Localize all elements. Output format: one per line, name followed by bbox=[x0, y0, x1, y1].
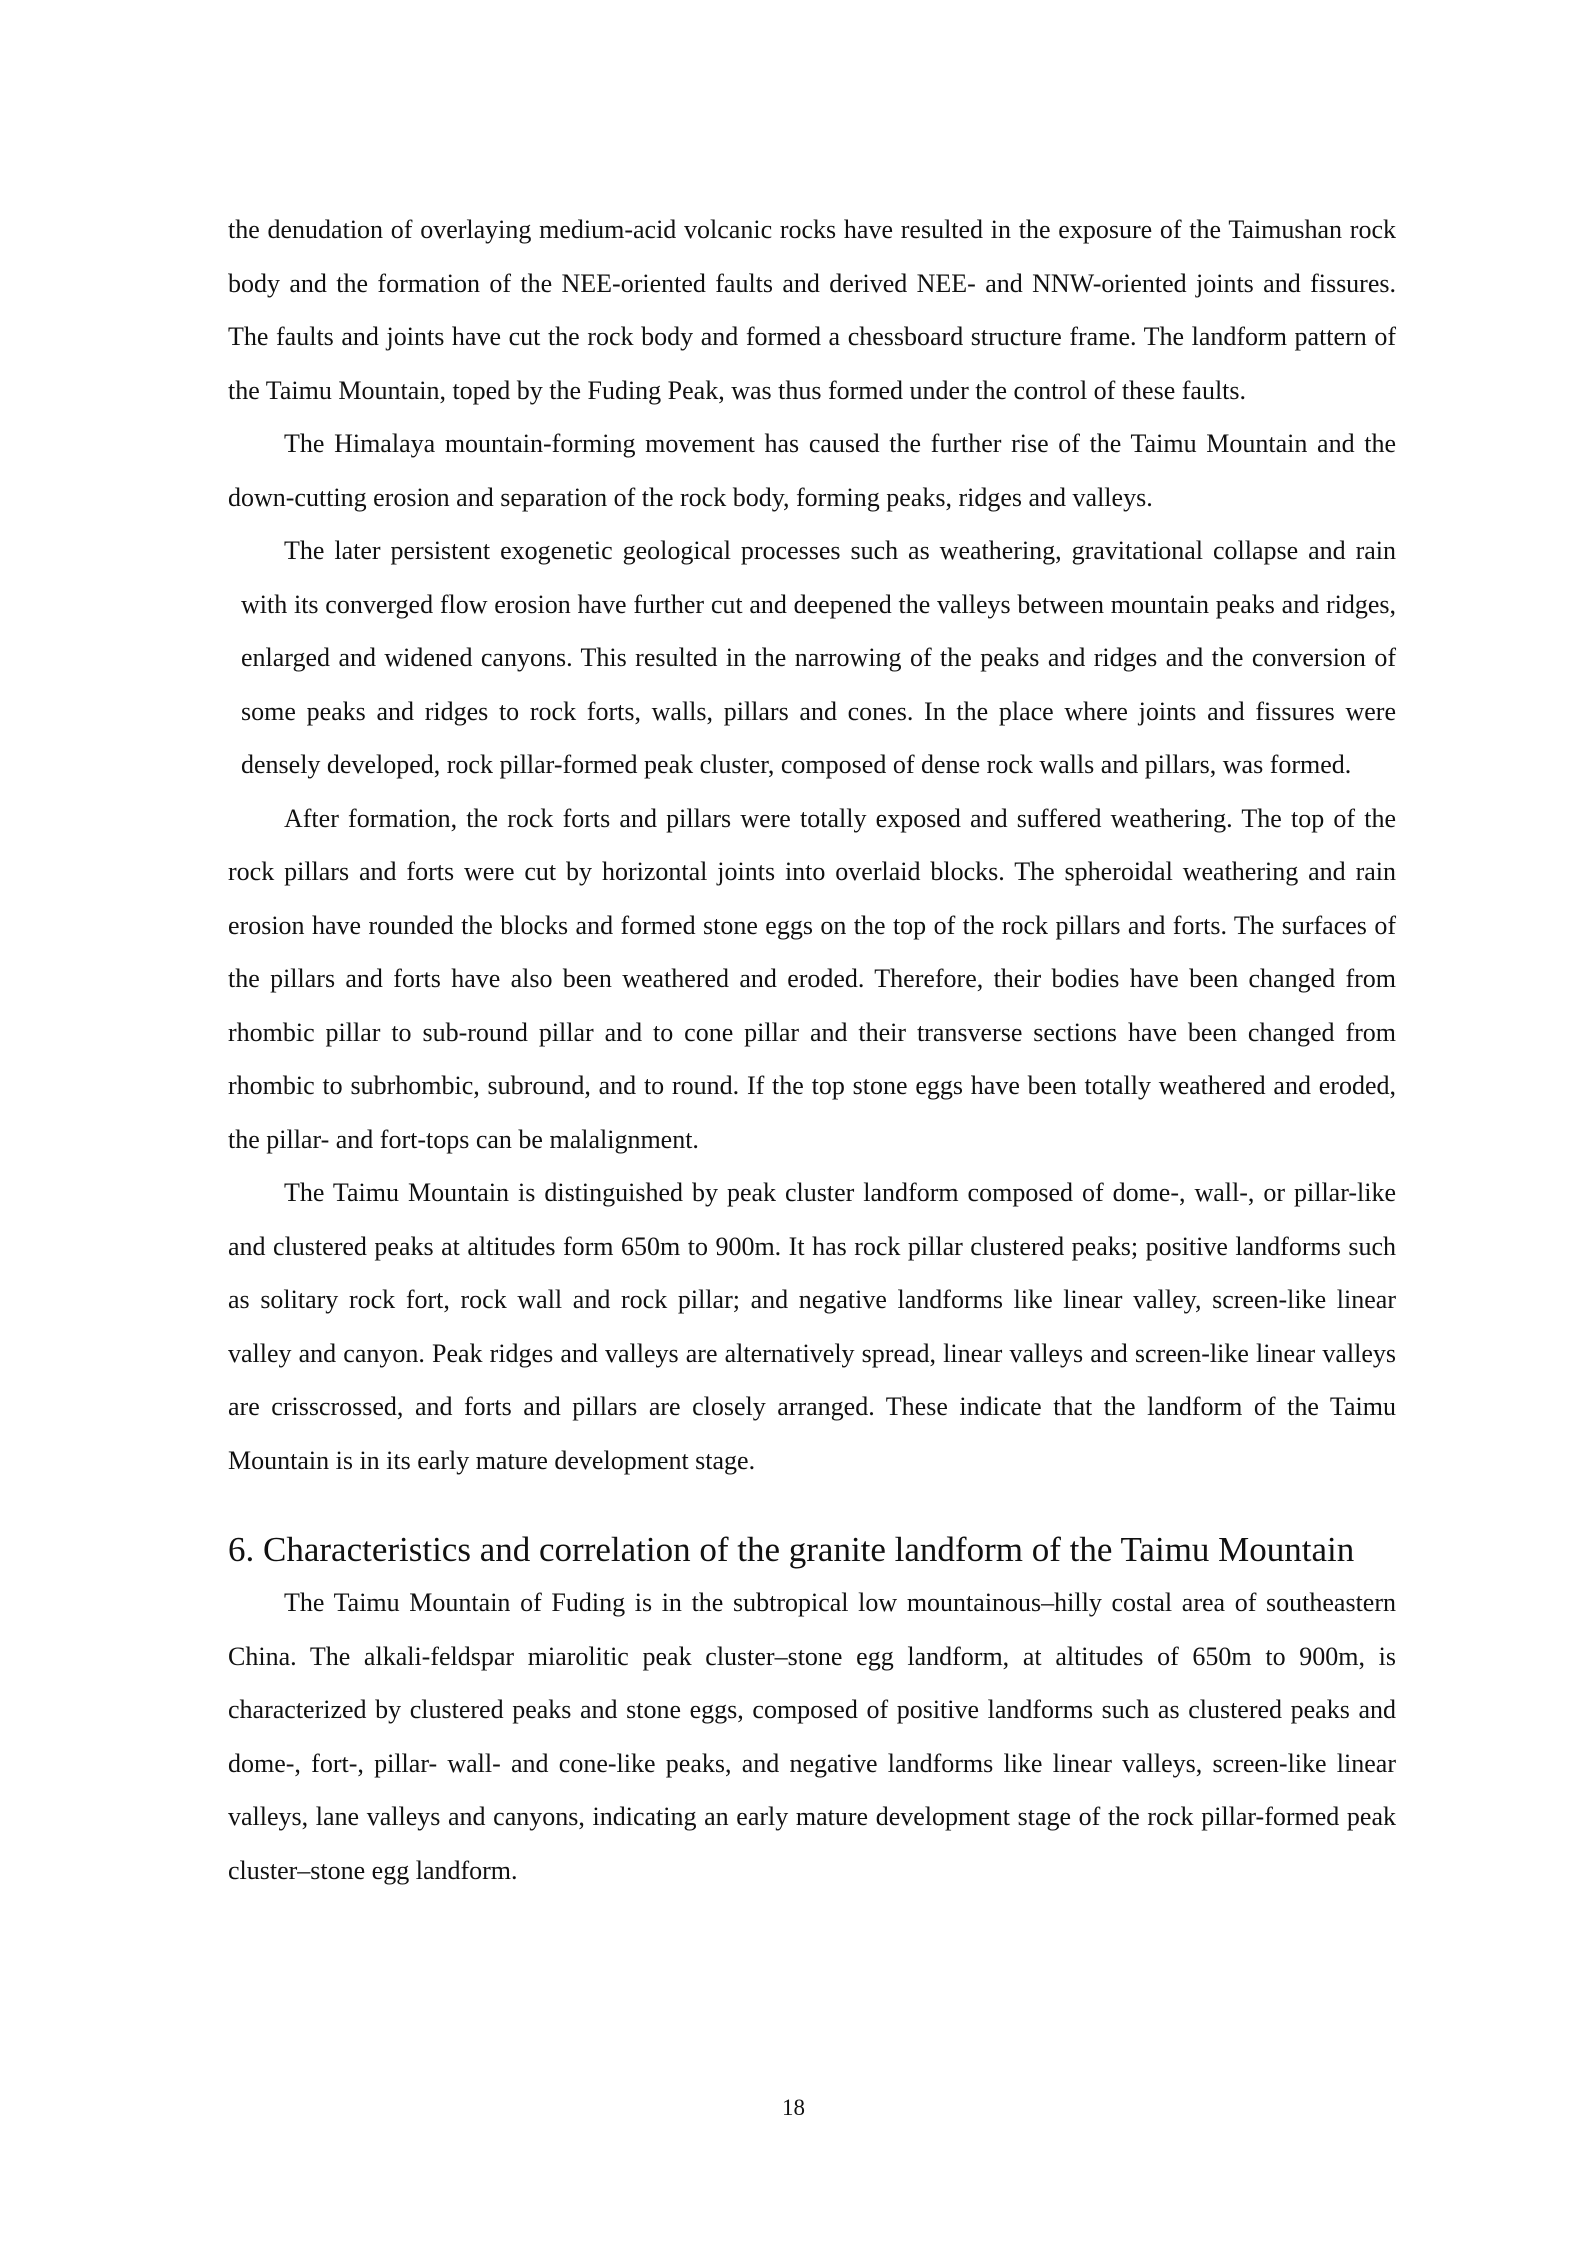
page-number: 18 bbox=[782, 2095, 805, 2120]
paragraph-exogenetic: The later persistent exogenetic geological processes such as weathering, gravitational collapse and rain with its converged flow erosion have further cut and deepened the valleys between mountain peaks and ridges, enlarged and widened canyons. This resulted in the narrowing of the peaks and ridges and the conversion of some peaks and ridges to rock forts, walls, pillars and cones. In the place where joints and fissures were densely developed, rock pillar-formed peak cluster, composed of dense rock walls and pillars, was formed. bbox=[241, 536, 1396, 779]
paragraph-continued: the denudation of overlaying medium-acid volcanic rocks have resulted in the exposure of the Taimushan rock body and the formation of the NEE-oriented faults and derived NEE- and NNW-oriented joints and fissures. The faults and joints have cut the rock body and formed a chessboard structure frame. The landform pattern of the Taimu Mountain, toped by the Fuding Peak, was thus formed under the control of these faults. bbox=[228, 215, 1396, 405]
paragraph-himalaya: The Himalaya mountain-forming movement has caused the further rise of the Taimu Mountain and the down-cutting erosion and separation of the rock body, forming peaks, ridges and valleys. bbox=[228, 429, 1396, 512]
paragraph-landform: The Taimu Mountain is distinguished by peak cluster landform composed of dome-, wall-, or pillar-like and clustered peaks at altitudes form 650m to 900m. It has rock pillar clustered peaks; positive landforms such as solitary rock fort, rock wall and rock pillar; and negative landforms like linear valley, screen-like linear valley and canyon. Peak ridges and valleys are alternatively spread, linear valleys and screen-like linear valleys are crisscrossed, and forts and pillars are closely arranged. These indicate that the landform of the Taimu Mountain is in its early mature development stage. bbox=[228, 1178, 1396, 1475]
section-paragraph: The Taimu Mountain of Fuding is in the subtropical low mountainous–hilly costal area of southeastern China. The alkali-feldspar miarolitic peak cluster–stone egg landform, at altitudes of 650m to 900m, is characterized by clustered peaks and stone eggs, composed of positive landforms such as clustered peaks and dome-, fort-, pillar- wall- and cone-like peaks, and negative landforms like linear valleys, screen-like linear valleys, lane valleys and canyons, indicating an early mature development stage of the rock pillar-formed peak cluster–stone egg landform. bbox=[228, 1588, 1396, 1885]
section-heading: 6. Characteristics and correlation of the granite landform of the Taimu Mountain bbox=[228, 1530, 1355, 1569]
paragraph-weathering: After formation, the rock forts and pillars were totally exposed and suffered weathering. The top of the rock pillars and forts were cut by horizontal joints into overlaid blocks. The spheroidal weathering and rain erosion have rounded the blocks and formed stone eggs on the top of the rock pillars and forts. The surfaces of the pillars and forts have also been weathered and eroded. Therefore, their bodies have been changed from rhombic pillar to sub-round pillar and to cone pillar and their transverse sections have been changed from rhombic to subrhombic, subround, and to round. If the top stone eggs have been totally weathered and eroded, the pillar- and fort-tops can be malalignment. bbox=[228, 803, 1396, 1154]
page-body bbox=[228, 203, 1396, 1897]
